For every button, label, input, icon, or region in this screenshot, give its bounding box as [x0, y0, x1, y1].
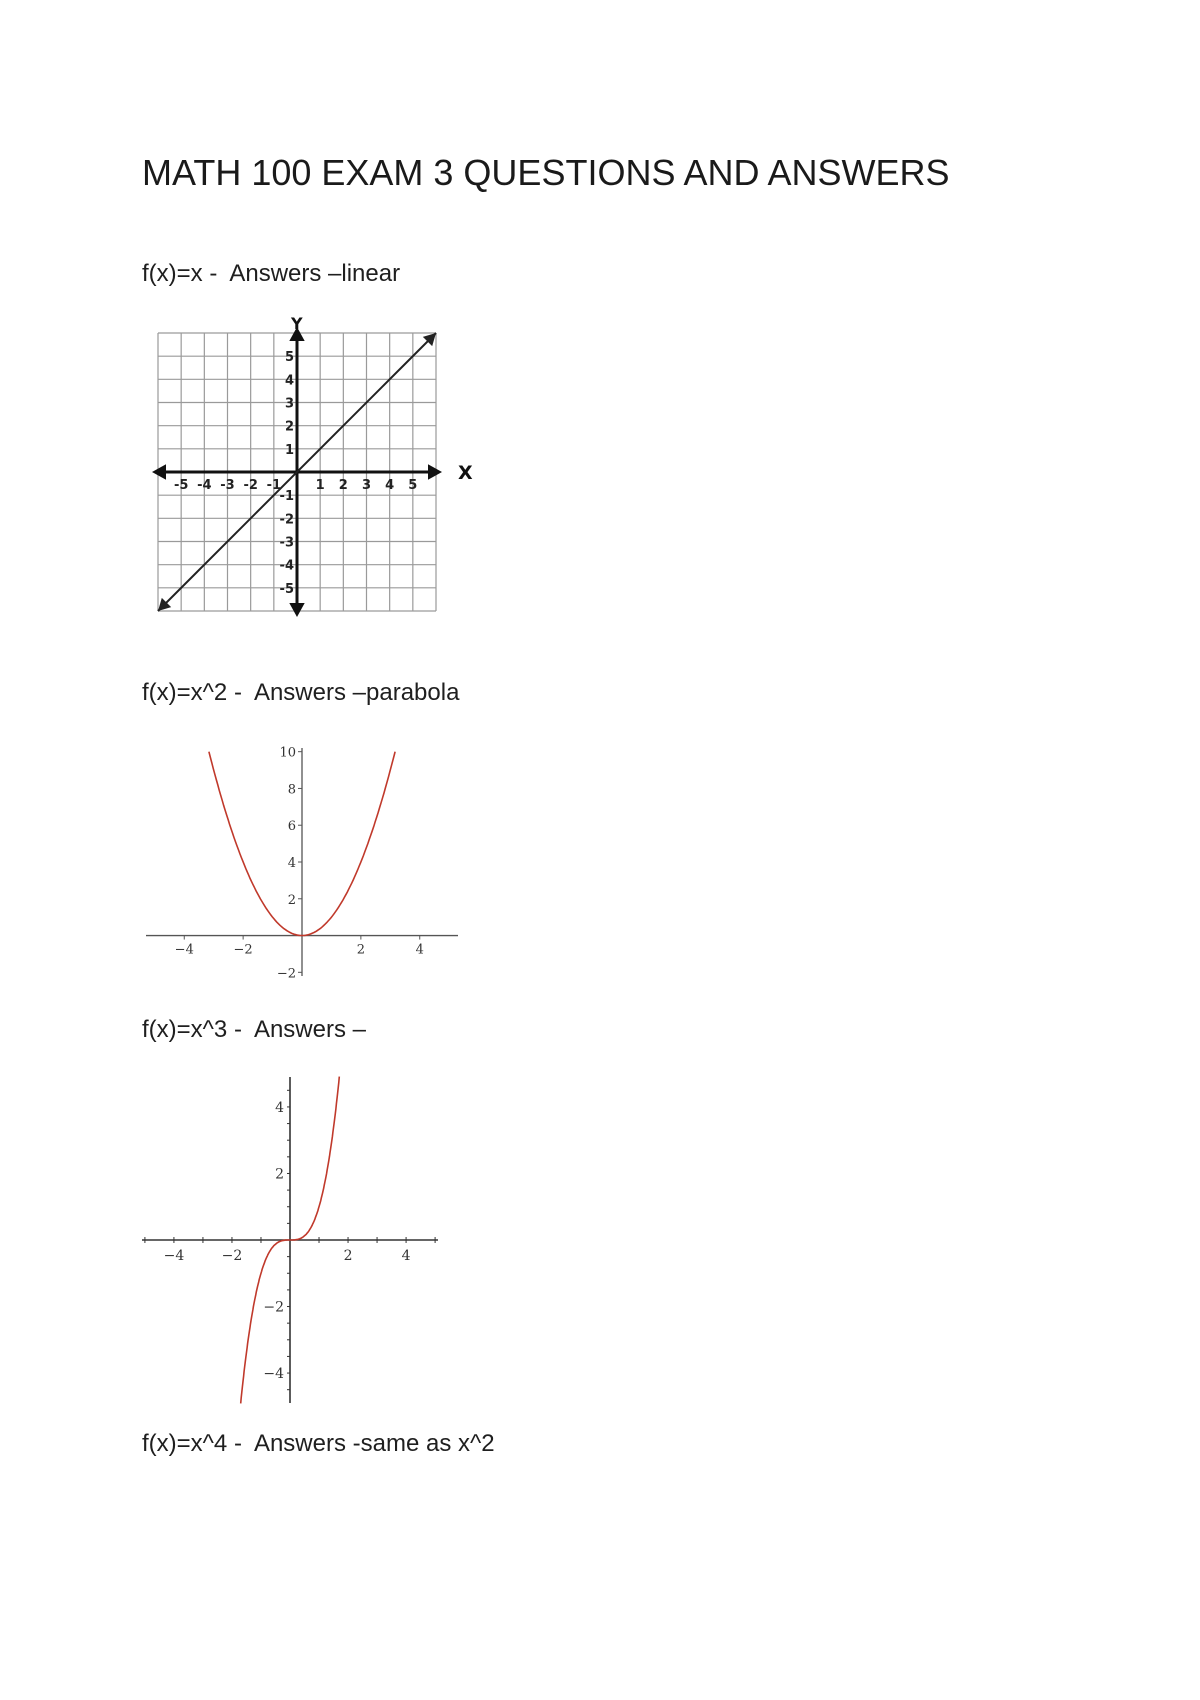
x-tick-label: 4 [401, 1248, 411, 1264]
linear-graph [150, 314, 480, 645]
x-tick-label: 4 [385, 478, 395, 493]
x-tick-label: 5 [408, 478, 418, 493]
y-tick-label: 2 [287, 892, 296, 908]
y-tick-label: 4 [287, 856, 296, 871]
question-text: f(x)=x^3 [142, 1016, 228, 1043]
y-tick-label: 6 [287, 819, 296, 835]
y-tick-label: 3 [284, 396, 294, 412]
x-tick-label: −2 [221, 1248, 243, 1264]
y-tick-label: -1 [279, 489, 294, 505]
x-axis-arrow-left [152, 464, 166, 479]
question-1: f(x)=x - Answers –linear [142, 260, 401, 287]
y-tick-label: 8 [287, 782, 296, 798]
x-axis-arrow-right [428, 464, 442, 479]
y-tick-label: −2 [276, 966, 296, 982]
answer-text: –linear [328, 260, 401, 287]
x-axis-label: X [458, 462, 473, 484]
answer-label: Answers [253, 679, 346, 706]
question-text: f(x)=x [142, 260, 203, 287]
answer-text: -same as x^2 [352, 1430, 495, 1457]
y-tick-label: 5 [284, 350, 294, 366]
y-tick-label: −4 [263, 1366, 284, 1383]
answer-text: –parabola [352, 679, 460, 706]
question-text: f(x)=x^4 [142, 1430, 228, 1457]
x-tick-label: −2 [233, 942, 253, 958]
parabola-graph [142, 740, 462, 990]
x-tick-label: 2 [338, 478, 348, 493]
document-title: MATH 100 EXAM 3 QUESTIONS AND ANSWERS [142, 152, 950, 193]
y-tick-label: −2 [263, 1299, 284, 1316]
question-text: f(x)=x^2 [142, 679, 228, 706]
x-tick-label: −4 [174, 942, 194, 958]
answer-label: Answers [229, 260, 322, 287]
y-axis-arrow-down [289, 603, 304, 617]
y-tick-label: -2 [279, 512, 294, 528]
y-axis-label: Y [291, 314, 303, 333]
x-tick-label: 2 [343, 1248, 353, 1264]
answer-label: Answers [253, 1016, 346, 1043]
answer-label: Answers [253, 1430, 346, 1457]
y-tick-label: -4 [279, 558, 294, 574]
x-tick-label: 2 [356, 942, 366, 958]
x-tick-label: -1 [266, 478, 282, 493]
y-tick-label: -5 [279, 581, 294, 597]
x-tick-label: -4 [197, 478, 212, 493]
y-tick-label: 4 [284, 373, 294, 389]
x-tick-label: −4 [163, 1248, 185, 1264]
x-tick-label: -2 [243, 478, 258, 493]
y-tick-label: 10 [279, 745, 296, 761]
y-tick-label: 4 [275, 1099, 284, 1116]
y-tick-label: 2 [284, 419, 294, 435]
x-tick-label: 3 [361, 478, 372, 493]
x-tick-label: -5 [173, 478, 189, 493]
answer-text: – [352, 1016, 367, 1043]
x-tick-label: 1 [315, 478, 325, 493]
question-4: f(x)=x^4 - Answers -same as x^2 [142, 1430, 495, 1457]
y-tick-label: 2 [275, 1166, 284, 1183]
question-2: f(x)=x^2 - Answers –parabola [142, 679, 460, 706]
y-tick-label: 1 [284, 442, 294, 458]
x-tick-label: -3 [220, 478, 235, 493]
y-tick-label: -3 [279, 535, 294, 551]
x-tick-label: 4 [415, 942, 424, 958]
cubic-graph [142, 1075, 442, 1410]
question-3: f(x)=x^3 - Answers – [142, 1016, 367, 1043]
